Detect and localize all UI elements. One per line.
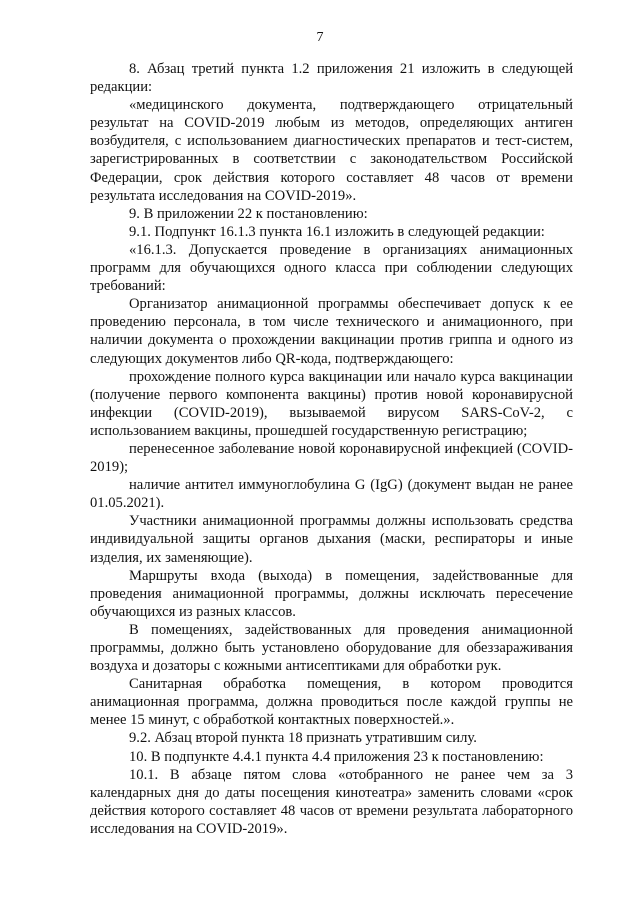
paragraph-disinfection-equipment: В помещениях, задействованных для проведения анимационной программы, должно быть установлено оборудование для обеззараживания воздуха и дозаторы с кожными антисептиками для обработки рук.	[90, 621, 573, 675]
paragraph-item-10-1: 10.1. В абзаце пятом слова «отобранного не ранее чем за 3 календарных дня до даты посещения кинотеатра» заменить словами «срок действия которого составляет 48 часов от времени результата лабораторного исследования на COVID-2019».	[90, 766, 573, 837]
paragraph-item-9-1: 9.1. Подпункт 16.1.3 пункта 16.1 изложить в следующей редакции:	[129, 223, 545, 240]
document-body	[90, 60, 573, 838]
paragraph-item-8: 8. Абзац третий пункта 1.2 приложения 21 изложить в следующей редакции:	[90, 61, 573, 96]
paragraph-sanitary-treatment: Санитарная обработка помещения, в котором проводится анимационная программа, должна проводиться после каждой группы не менее 15 минут, с обработкой контактных поверхностей.».	[90, 676, 573, 729]
paragraph-participants-ppe: Участники анимационной программы должны использовать средства индивидуальной защиты органов дыхания (маски, респираторы и иные изделия, их заменяющие).	[90, 513, 573, 566]
page-number: 7	[316, 30, 324, 45]
paragraph-item-9: 9. В приложении 22 к постановлению:	[129, 205, 368, 222]
paragraph-organizer-requirements: Организатор анимационной программы обеспечивает допуск к ее проведению персонала, в том числе технического и анимационного, при наличии документа о прохождении вакцинации против гриппа и одного из следующих документов либо QR-кода, подтверждающего:	[90, 296, 573, 367]
paragraph-item-9-2: 9.2. Абзац второй пункта 18 признать утратившим силу.	[129, 730, 477, 747]
paragraph-item-10: 10. В подпункте 4.4.1 пункта 4.4 приложения 23 к постановлению:	[129, 748, 544, 765]
paragraph-past-illness: перенесенное заболевание новой коронавирусной инфекцией (COVID-2019);	[90, 440, 573, 476]
paragraph-antibodies: наличие антител иммуноглобулина G (IgG) (документ выдан не ранее 01.05.2021).	[90, 477, 573, 512]
paragraph-quote-medical-document: «медицинского документа, подтверждающего отрицательный результат на COVID-2019 любым из методов, определяющих антиген возбудителя, с использованием диагностических препаратов и тест-систем, зарегистрированных в соответствии с законодательством Российской Федерации, срок действия которого составляет 48 часов от времени результата исследования на COVID-2019».	[90, 97, 573, 204]
paragraph-entry-routes: Маршруты входа (выхода) в помещения, задействованные для проведения анимационной программы, должны исключать пересечение обучающихся из разных классов.	[90, 567, 573, 620]
paragraph-subitem-16-1-3: «16.1.3. Допускается проведение в организациях анимационных программ для обучающихся одного класса при соблюдении следующих требований:	[90, 241, 573, 295]
paragraph-vaccination: прохождение полного курса вакцинации или начало курса вакцинации (получение первого компонента вакцины) против новой коронавирусной инфекции (COVID-2019), вызываемой вирусом SARS-CoV-2, с использованием вакцины, прошедшей государственную регистрацию;	[90, 368, 573, 439]
